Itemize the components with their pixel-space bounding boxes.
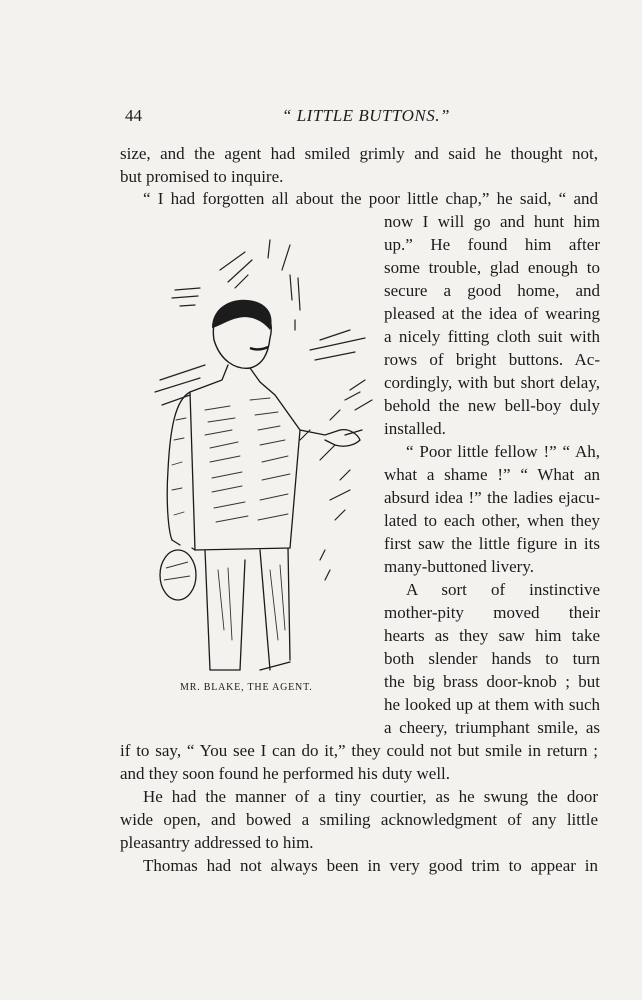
text-line: some trouble, glad enough to [384,258,600,277]
text-line: Thomas had not always been in very good trim to appear in [143,856,598,875]
text-line: now I will go and hunt him [384,212,600,231]
text-line: a cheery, triumphant smile, as [384,718,600,737]
text-line: but promised to inquire. [120,167,284,186]
text-line: he looked up at them with such [384,695,600,714]
text-line: size, and the agent had smiled grimly and said he thought not, [120,144,598,163]
text-line: pleased at the idea of wearing [384,304,600,323]
text-line: if to say, “ You see I can do it,” they could not but smile in return ; [120,741,598,760]
text-line: what a shame !” “ What an [384,465,600,484]
text-line: many-buttoned livery. [384,557,534,576]
text-line: installed. [384,419,446,438]
text-line: hearts as they saw him take [384,626,600,645]
text-line: absurd idea !” the ladies ejacu- [384,488,600,507]
text-line: “ Poor little fellow !” “ Ah, [406,442,600,461]
text-line: first saw the little figure in its [384,534,600,553]
text-line: He had the manner of a tiny courtier, as he swung the door [143,787,598,806]
text-line: lated to each other, when they [384,511,600,530]
text-line: wide open, and bowed a smiling acknowledgment of any little [120,810,598,829]
text-line: the big brass door-knob ; but [384,672,600,691]
text-line: pleasantry addressed to him. [120,833,314,852]
text-line: up.” He found him after [384,235,600,254]
text-line: both slender hands to turn [384,649,600,668]
text-line: a nicely fitting cloth suit with [384,327,600,346]
text-line: cordingly, with but short delay, [384,373,600,392]
text-line: and they soon found he performed his duty well. [120,764,451,783]
page-number: 44 [125,106,142,125]
text-line: A sort of instinctive [406,580,600,599]
text-line: behold the new bell-boy duly [384,396,600,415]
running-title: “ LITTLE BUTTONS.” [282,106,450,125]
text-line: mother-pity moved their [384,603,600,622]
man-gesturing-illustration [150,230,380,675]
text-line: secure a good home, and [384,281,600,300]
figure-caption: MR. BLAKE, THE AGENT. [180,682,313,693]
text-line: rows of bright buttons. Ac- [384,350,600,369]
page-header [120,106,610,130]
text-line: “ I had forgotten all about the poor little chap,” he said, “ and [143,189,598,208]
